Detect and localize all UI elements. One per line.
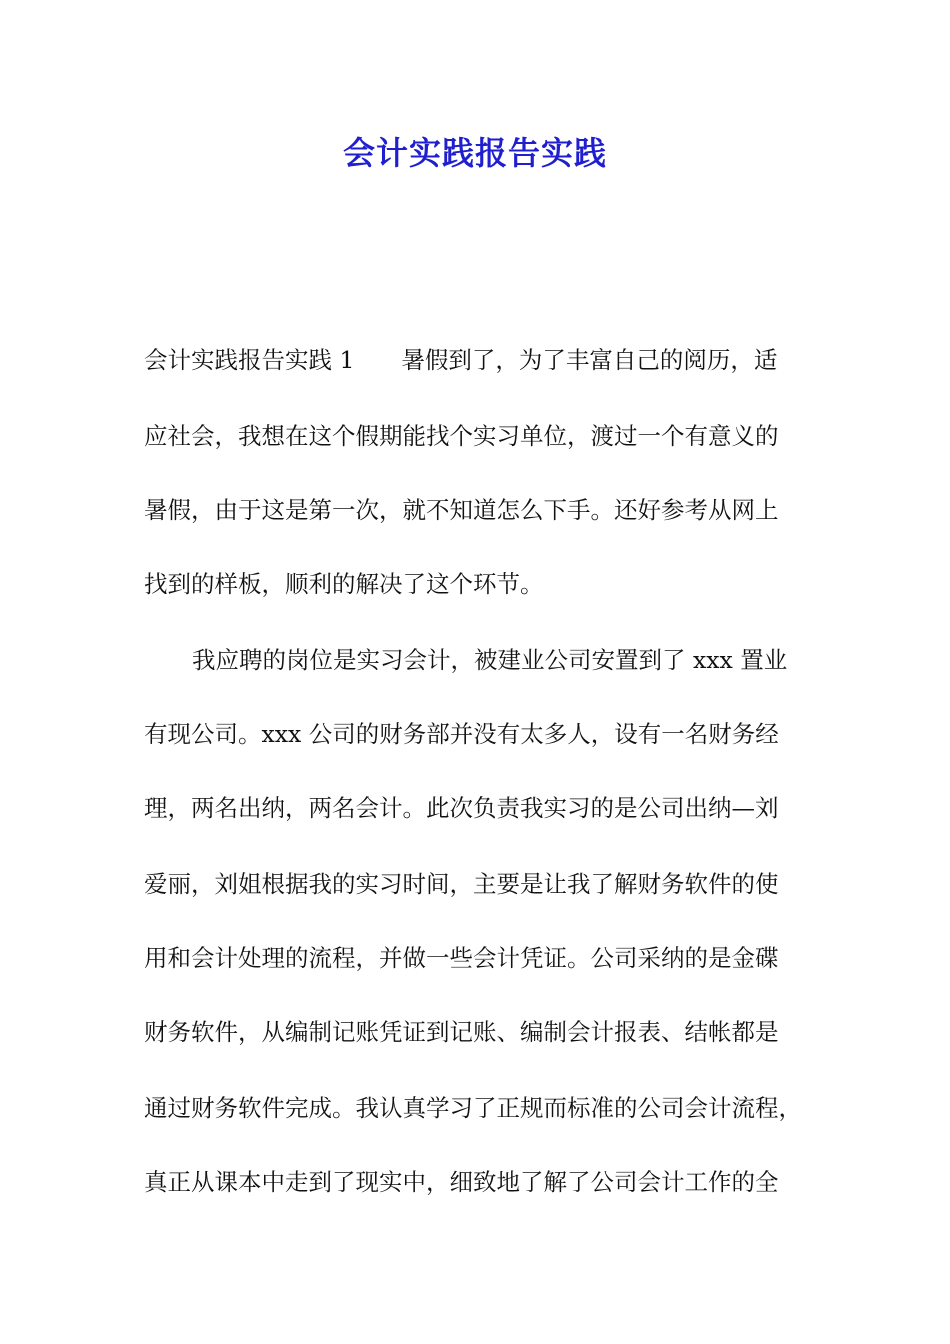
paragraph-line: 用和会计处理的流程，并做一些会计凭证。公司采纳的是金碟 (144, 944, 779, 972)
paragraph-line: 爱丽，刘姐根据我的实习时间，主要是让我了解财务软件的使 (144, 870, 779, 898)
paragraph-line: 暑假，由于这是第一次，就不知道怎么下手。还好参考从网上 (144, 496, 779, 524)
paragraph-line: 会计实践报告实践 1 暑假到了，为了丰富自己的阅历，适 (144, 346, 778, 374)
paragraph-line: 我应聘的岗位是实习会计，被建业公司安置到了 xxx 置业 (192, 646, 788, 674)
paragraph-line: 找到的样板，顺利的解决了这个环节。 (144, 570, 544, 598)
paragraph-line: 通过财务软件完成。我认真学习了正规而标准的公司会计流程， (144, 1094, 802, 1122)
paragraph-line: 应社会，我想在这个假期能找个实习单位，渡过一个有意义的 (144, 422, 779, 450)
paragraph-line: 财务软件，从编制记账凭证到记账、编制会计报表、结帐都是 (144, 1018, 779, 1046)
paragraph-line: 真正从课本中走到了现实中，细致地了解了公司会计工作的全 (144, 1168, 779, 1196)
paragraph-line: 理，两名出纳，两名会计。此次负责我实习的是公司出纳—刘 (144, 794, 779, 822)
paragraph-line: 有现公司。xxx 公司的财务部并没有太多人，设有一名财务经 (144, 720, 779, 748)
document-title: 会计实践报告实践 (342, 134, 607, 172)
